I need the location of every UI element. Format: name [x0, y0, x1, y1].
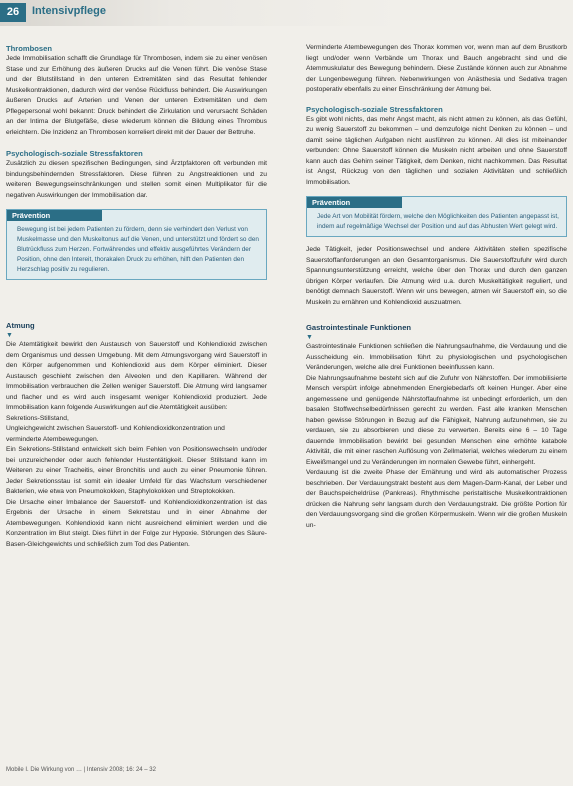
paragraph: Jede Tätigkeit, jeder Positionswechsel und andere Aktivitäten stellen spezifische Sauerstoffanforderungen an den Gesamtorganismus. Die Sauerstoffzufuhr wird durch Spannungsunterstützung erreicht, welche über den Thorax und durch den ganzen übrigen Körper verlaufen. Die Atmung wird u.a. durch Muskeltätigkeit reguliert, und benötigt demnach Sauerstoff. Wenn wir uns bewegen, atmen wir Sauerstoff ein, so die Muskeln zu ernähren und Kohlendioxid auszuatmen.	[306, 246, 567, 306]
heading-atmung: Atmung	[6, 321, 35, 330]
running-head: Intensivpflege	[32, 5, 106, 17]
list-item: verminderte Atembewegungen.	[6, 435, 99, 443]
paragraph: Die Ursache einer Imbalance der Sauerstoff- und Kohlendioxidkonzentration ist das Ergebnis der Ursache in einem Sekretstau und in einer Abnahme der Atembewegungen. Kohlendioxid kann nicht ausreichend eliminiert werden und die Konzentration im Blut steigt. Dies führt in der Folge zur Hypoxie. Störungen des Säure-Basen-Gleichgewichts und schließlich zum Tod des Patienten.	[6, 498, 267, 548]
left-column	[6, 43, 267, 550]
page-number: 26	[0, 3, 26, 22]
prevention-box-text: Jede Art von Mobilität fördern, welche den Möglichkeiten des Patienten angepasst ist, indem auf regelmäßige Wechsel der Position und auf das Abhusten Wert gelegt wird.	[317, 213, 559, 230]
paragraph: Die Nahrungsaufnahme besteht sich auf die Zufuhr von Nährstoffen. Der immobilisierte Mensch verspürt infolge abnehmenden Energiebedarfs oft keinen Hunger. Aber eine angemessene und genügende Nährstoffaufnahme ist unbedingt erforderlich, um den basalen Stoffwechselbedürfnissen gerecht zu werden. Fast alle kranken Menschen haben gewisse Störungen in Bezug auf die Fähigkeit, Nahrung aufzunehmen, sie zu verdauen, sie zu absorbieren und diese zu verwerten. Bereits eine 6 – 10 Tage dauernde Immobilisation bewirkt bei gesunden Menschen eine erhöhte katabole Aktivität, die mit einer raschen Auflösung von Zellmaterial, welches wiederum zu einem Eiweißmangel und zu Veränderungen im normalen Gewebe führt, einhergeht.	[306, 374, 567, 466]
heading-thrombosen: Thrombosen	[6, 44, 52, 53]
list-item: Ungleichgewicht zwischen Sauerstoff- und Kohlendioxidkonzentration und	[6, 425, 225, 432]
heading-stressfaktoren-right: Psychologisch-soziale Stressfaktoren	[306, 104, 443, 114]
section-marker-icon: ▼	[306, 334, 313, 341]
prevention-box-title: Prävention	[7, 210, 102, 221]
prevention-box-right	[306, 196, 567, 237]
footer-citation: Mobile I. Die Wirkung von … | Intensiv 2008; 16: 24 – 32	[6, 767, 156, 773]
heading-stressfaktoren: Psychologisch-soziale Stressfaktoren	[6, 149, 143, 158]
prevention-box	[6, 209, 267, 280]
prevention-box-title: Prävention	[307, 197, 402, 208]
paragraph: Verdauung ist die zweite Phase der Ernährung und wird als automatischer Prozess beschrieben. Der Verdauungstrakt besteht aus dem Magen-Darm-Kanal, der Leber und der Bauchspeicheldrüse (Pankreas). Rhythmische peristaltische Muskelkontraktionen drücken die Nahrung sehr langsam durch den Verdauungstrakt. Die größte Portion für den Verdauungsvorgang sind die großen Körpermuskeln. Wenn wir die großen Muskeln un-	[306, 469, 567, 529]
paragraph: Es gibt wohl nichts, das mehr Angst macht, als nicht atmen zu können, als das Gefühl, zu wenig Sauerstoff zu bekommen – und demzufolge nicht Denken zu können – und damit seine täglichen Aufgaben nicht ausführen zu können. All dies ist miteinander verbunden: Ohne Sauerstoff können die Muskeln nicht arbeiten und ohne Sauerstoff kann auch das Gehirn seiner Tätigkeit, dem Denken, nicht nachkommen. Das Resultat ist Angst, Rückzug von den täglichen und sozialen Aktivitäten und schließlich Immobilisation.	[306, 115, 567, 186]
right-column	[306, 43, 567, 531]
prevention-box-text: Bewegung ist bei jedem Patienten zu fördern, denn sie verhindert den Verlust von Muskelmasse und den Muskeltonus auf die Venen, und unterstützt und fördert so den Blutrückfluss zum Herzen. Fortwährendes und effektiv ausgeführtes Verändern der Position, ohne den Intereit, thorakalen Druck zu erhöhen, hilft den Patienten den Herzschlag positiv zu regulieren.	[17, 226, 259, 273]
list-item: Sekretions-Stillstand,	[6, 414, 69, 422]
paragraph: Zusätzlich zu diesen spezifischen Bedingungen, sind Ärztpfaktoren oft verbunden mit bindungsbehindernden Stressfaktoren. Diese führen zu Angstreaktionen und zu weiteren Bewegungseinschränkungen und stellen somit einen Multiplikator für die negativen Auswirkungen der Immobilisation dar.	[6, 160, 267, 199]
paragraph: Verminderte Atembewegungen des Thorax kommen vor, wenn man auf dem Brustkorb liegt und/oder wenn Verbände um Thorax und Bauch angebracht sind und die Atemmuskulatur des Bewegung behindern. Diese Zustände können auch zur Abnahme der Lungenbewegung führen. Nebenwirkungen von Anästhesia und Sedativa tragen postoperativ ebenfalls zu einer Einschränkung der Atmung bei.	[306, 44, 567, 93]
section-marker-icon: ▼	[6, 332, 13, 339]
paragraph: Ein Sekretions-Stillstand entwickelt sich beim Fehlen von Positionswechseln und/oder bei unzureichender oder auch fehlender Hustentätigkeit. Dieser Stillstand kann im Weiteren zu einer Tracheitis, einer Bronchitis und auch zu einer Pneumonie führen. Jeder Sekretionsstau ist somit ein idealer Umfeld für das Wachstum verschiedener Bakterien, wie etwa von Pneumokokken, Staphylokokken und Streptokokken.	[6, 446, 267, 495]
paragraph: Gastrointestinale Funktionen schließen die Nahrungsaufnahme, die Verdauung und die Ausscheidung ein. Immobilisation führt zu physiologischen und psychologischen Veränderungen, welche alle drei Funktionen beeinflussen kann.	[306, 343, 567, 371]
paragraph: Jede Immobilisation schafft die Grundlage für Thrombosen, indem sie zu einer venösen Stase und zur Erhöhung des äußeren Drucks auf die Venen führt. Die venöse Stase und der Blutstillstand in den unteren Extremitäten sind das Resultat fehlender Muskelkontraktionen, dadurch wird der venöse Rückfluss behindert. Die Auswirkungen äußeren Drucks auf Arterien und Venen der unteren Extremitäten und dem Pflegepersonal wohl bekannt: Druck behindert die Zirkulation und verursacht Schäden an der Intima der Blutgefäße, diese wiederum können die Bildung eines Thrombus erleichtern. Die Inzidenz an Thrombosen korreliert direkt mit der Dauer der Bettruhe.	[6, 55, 267, 136]
heading-gastrointestinal: Gastrointestinale Funktionen	[306, 323, 412, 332]
paragraph: Die Atemtätigkeit bewirkt den Austausch von Sauerstoff und Kohlendioxid zwischen dem Organismus und dessen Umgebung. Mit dem Atmungsvorgang wird Sauerstoff in den Körper aufgenommen und Kohlendioxid aus dem Körper eliminiert. Dieser Austausch geschieht zwischen den Alveolen und den Kapillaren. Während der Immobilisation verbrauchen die Zellen weniger Sauerstoff. Die Atmung wird langsamer und flacher und es wird auch insgesamt weniger Kohlendioxid produziert. Jede Immobilisation kann folgende Auswirkungen auf die Atemtätigkeit ausüben:	[6, 341, 267, 411]
